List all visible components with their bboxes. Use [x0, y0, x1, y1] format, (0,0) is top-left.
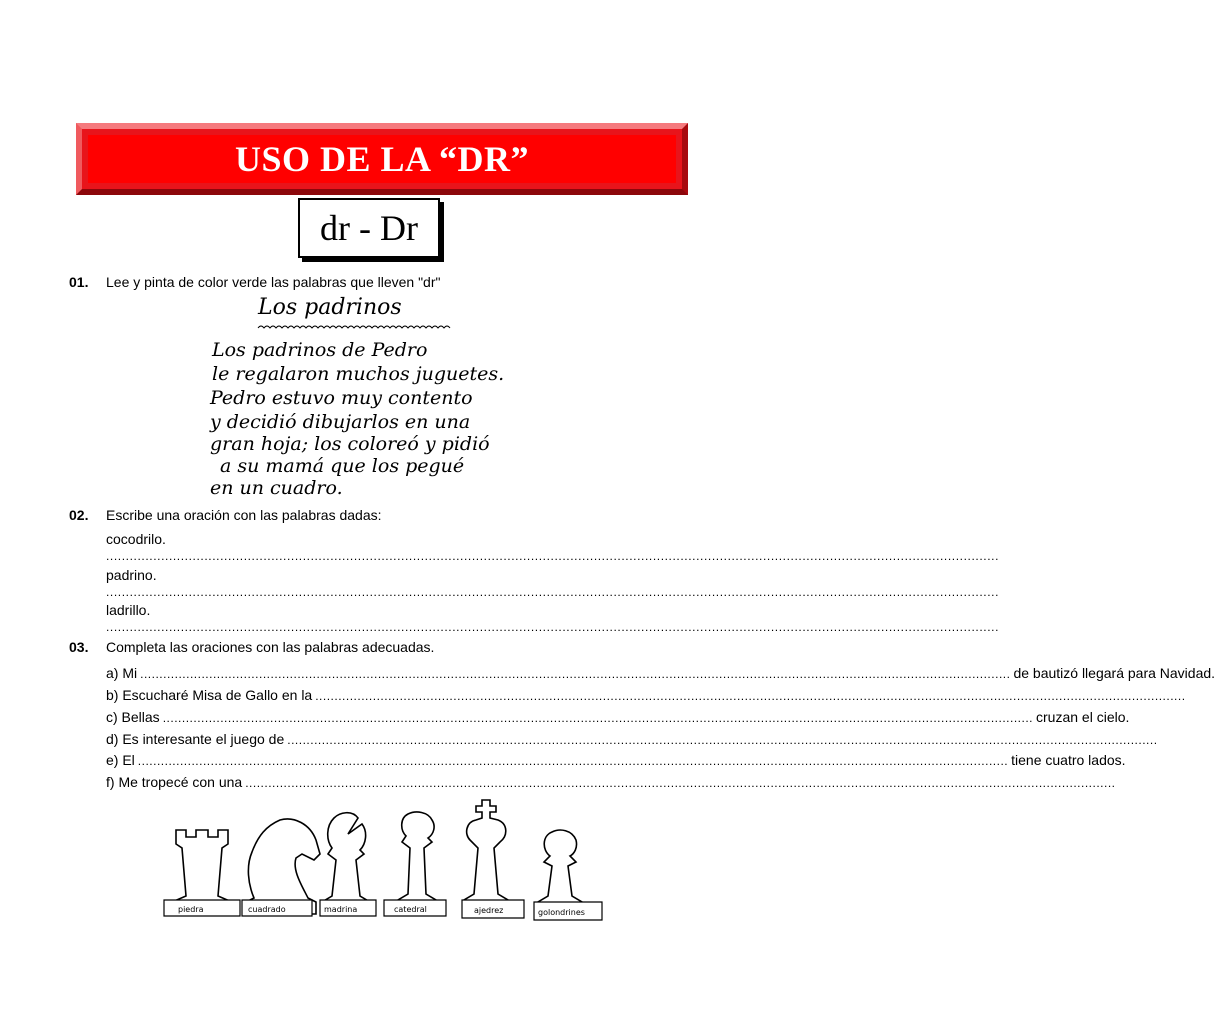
blank-line[interactable]: ...................................................................................................................................................................................................................................: [287, 733, 1158, 747]
blank-line[interactable]: ...................................................................................................................................................................................................................................: [140, 667, 1011, 681]
exercise-3-number: 03.: [69, 639, 89, 655]
queen-icon: [398, 812, 436, 914]
sentence-row: [106, 709, 1130, 727]
blank-line[interactable]: ...................................................................................................................................................................................................................................: [315, 689, 1186, 703]
exercise-3-instruction: Completa las oraciones con las palabras adecuadas.: [106, 639, 435, 655]
handwritten-line: le regalaron muchos juguetes.: [212, 363, 505, 385]
blank-line[interactable]: ...................................................................................................................................................................................................................................: [137, 754, 1009, 768]
handwritten-line: y decidió dibujarlos en una: [210, 411, 471, 433]
sentence-start: b) Escucharé Misa de Gallo en la: [106, 687, 313, 703]
bishop-icon: [322, 813, 370, 914]
answer-line[interactable]: ...................................................................................................................................................................................................................................: [106, 549, 1000, 563]
chess-label: piedra: [178, 905, 204, 914]
exercise-1-number: 01.: [69, 274, 89, 290]
sentence-end: tiene cuatro lados.: [1011, 752, 1126, 768]
sentence-start: e) El: [106, 752, 135, 768]
handwritten-line: gran hoja; los coloreó y pidió: [210, 433, 490, 455]
exercise-1-instruction: Lee y pinta de color verde las palabras que lleven "dr": [106, 274, 441, 290]
sentence-row: [106, 687, 1186, 705]
chess-label: ajedrez: [474, 906, 504, 915]
chess-label: cuadrado: [248, 905, 286, 914]
sentence-end: de bautizó llegará para Navidad.: [1013, 665, 1215, 681]
exercise-2-instruction: Escribe una oración con las palabras dadas:: [106, 507, 382, 523]
handwritten-line: a su mamá que los pegué: [220, 455, 465, 477]
word-prompt: ladrillo.: [106, 602, 151, 618]
chess-label: golondrines: [538, 908, 585, 917]
sentence-row: [106, 752, 1126, 770]
chess-label: catedral: [394, 905, 427, 914]
chess-pieces: [162, 796, 612, 926]
subtitle: dr - Dr: [320, 208, 418, 248]
answer-line[interactable]: ...................................................................................................................................................................................................................................: [106, 620, 1000, 634]
blank-line[interactable]: ...................................................................................................................................................................................................................................: [162, 711, 1034, 725]
page-title: USO DE LA “DR”: [234, 139, 530, 179]
handwritten-line: Pedro estuvo muy contento: [210, 387, 473, 409]
handwritten-text: [200, 290, 570, 500]
blank-line[interactable]: ...................................................................................................................................................................................................................................: [245, 776, 1116, 790]
answer-line[interactable]: ...................................................................................................................................................................................................................................: [106, 585, 1000, 599]
handwritten-title: Los padrinos: [258, 295, 402, 320]
sentence-end: cruzan el cielo.: [1036, 709, 1130, 725]
title-banner: [76, 123, 688, 195]
handwritten-line: en un cuadro.: [210, 477, 343, 499]
word-prompt: padrino.: [106, 567, 157, 583]
handwritten-line: Los padrinos de Pedro: [212, 339, 428, 361]
chess-label: madrina: [324, 905, 358, 914]
subtitle-box: [298, 198, 440, 258]
sentence-row: [106, 774, 1116, 792]
sentence-start: d) Es interesante el juego de: [106, 731, 285, 747]
sentence-row: [106, 665, 1215, 683]
sentence-start: a) Mi: [106, 665, 138, 681]
sentence-start: c) Bellas: [106, 709, 160, 725]
sentence-start: f) Me tropecé con una: [106, 774, 243, 790]
word-prompt: cocodrilo.: [106, 531, 166, 547]
king-icon: [464, 800, 508, 914]
sentence-row: [106, 731, 1158, 749]
exercise-2-number: 02.: [69, 507, 89, 523]
handwritten-underline: [258, 326, 450, 328]
